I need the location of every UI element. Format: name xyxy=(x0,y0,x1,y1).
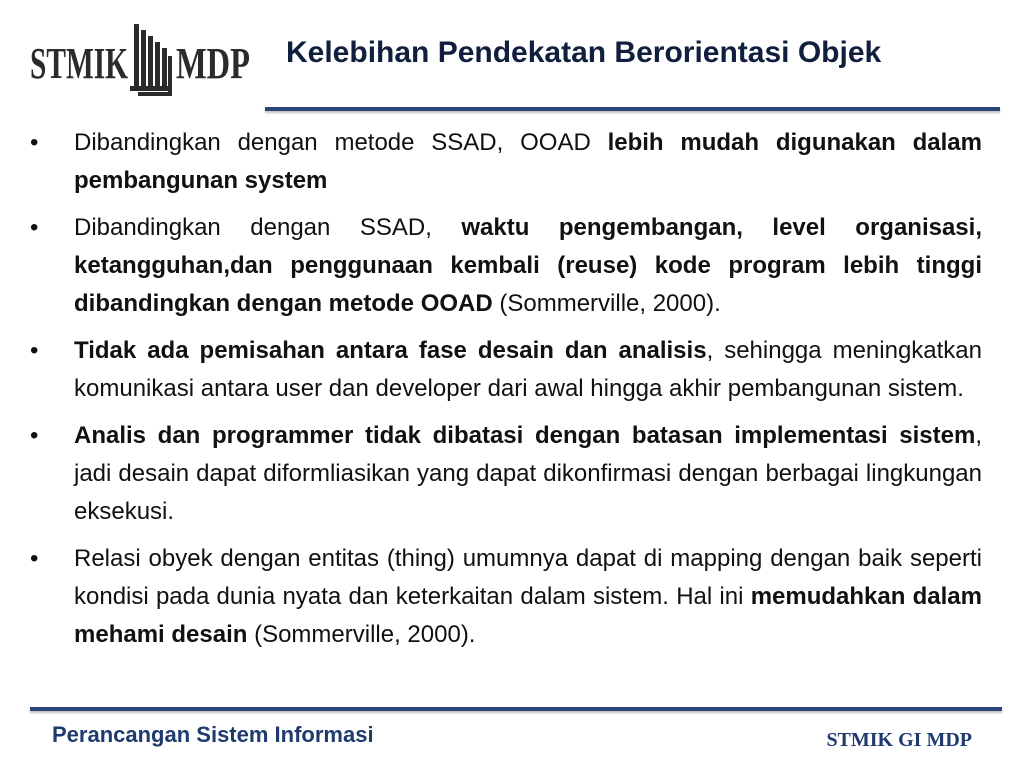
bullet-item xyxy=(28,417,982,531)
bullet-emphasis: Tidak ada pemisahan antara fase desain dan analisis xyxy=(74,337,707,364)
slide-title: Kelebihan Pendekatan Berorientasi Objek xyxy=(286,36,882,69)
bullet-dot-icon: • xyxy=(30,129,39,156)
bullet-item xyxy=(28,540,982,654)
bullet-text xyxy=(74,417,982,531)
logo-graphic xyxy=(30,20,252,98)
bullet-item xyxy=(28,124,982,200)
bullet-item xyxy=(28,209,982,323)
bullet-list xyxy=(28,124,982,663)
logo-text-right: MDP xyxy=(176,39,250,88)
footer-divider xyxy=(30,707,1002,711)
logo-text-left: STMIK xyxy=(30,39,128,88)
bullet-dot-icon: • xyxy=(30,545,39,572)
bullet-segment: (Sommerville, 2000). xyxy=(492,290,721,317)
bullet-segment: Dibandingkan dengan SSAD, xyxy=(74,214,462,241)
bullet-emphasis: memudahkan dalam mehami desain xyxy=(74,583,982,648)
bullet-text xyxy=(74,124,982,200)
bullet-emphasis: waktu pengembangan, level organisasi, ketangguhan,dan penggunaan kembali (reuse) kode program lebih tinggi dibandingkan dengan metode OOAD xyxy=(74,214,982,317)
bullet-text xyxy=(74,209,982,323)
bullet-dot-icon: • xyxy=(30,337,39,364)
stmik-mdp-logo xyxy=(30,20,252,98)
bullet-text xyxy=(74,332,982,408)
bullet-segment: , sehingga meningkatkan komunikasi antara user dan developer dari awal hingga akhir pembangunan sistem. xyxy=(74,337,983,402)
bullet-segment: Dibandingkan dengan metode SSAD, OOAD xyxy=(74,129,608,156)
bullet-emphasis: lebih mudah digunakan dalam pembangunan system xyxy=(74,129,982,194)
bullet-dot-icon: • xyxy=(30,422,39,449)
title-divider xyxy=(265,107,1000,111)
bullet-item xyxy=(28,332,982,408)
bullet-dot-icon: • xyxy=(30,214,39,241)
footer-course-title: Perancangan Sistem Informasi xyxy=(52,722,374,747)
bullet-segment: Relasi obyek dengan entitas (thing) umumnya dapat di mapping dengan baik seperti kondisi pada dunia nyata dan keterkaitan dalam sistem. Hal ini xyxy=(74,545,982,610)
bullet-segment: , jadi desain dapat diformliasikan yang dapat dikonfirmasi dengan berbagai lingkungan eksekusi. xyxy=(74,422,982,525)
bullet-segment: (Sommerville, 2000). xyxy=(247,621,476,648)
bullet-text xyxy=(74,540,982,654)
footer-institution: STMIK GI MDP xyxy=(826,729,972,751)
bullet-emphasis: Analis dan programmer tidak dibatasi dengan batasan implementasi sistem xyxy=(74,422,976,449)
logo-emblem xyxy=(130,24,172,96)
